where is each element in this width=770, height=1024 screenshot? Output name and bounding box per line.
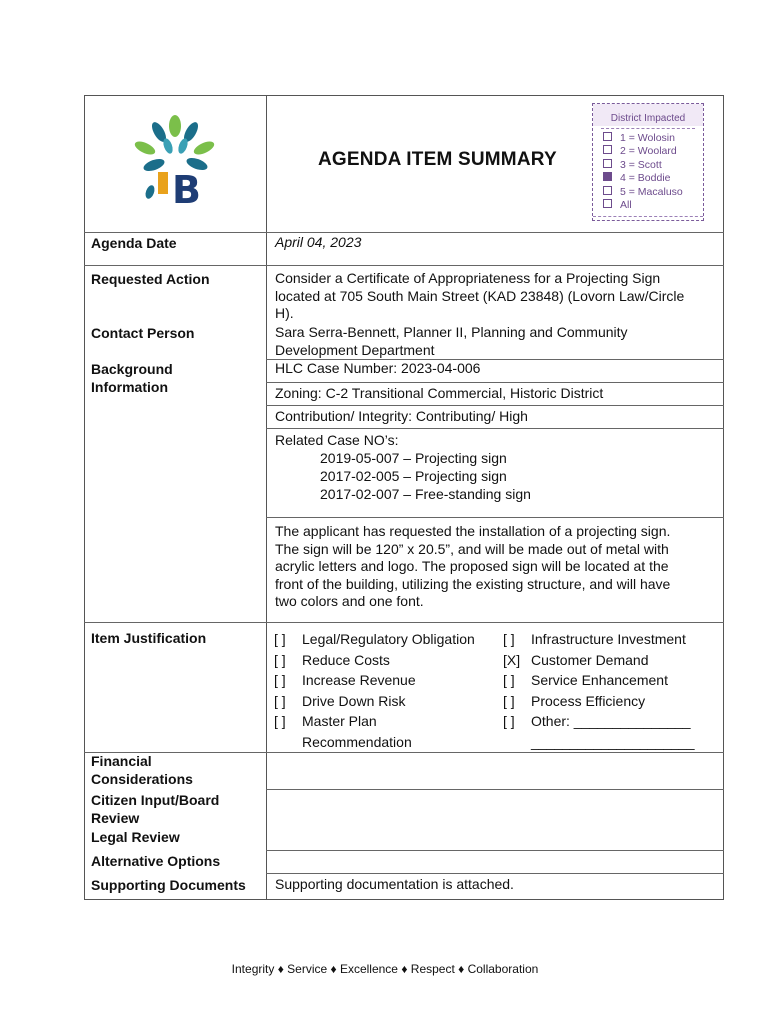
district-separator <box>601 128 695 129</box>
justification-item[interactable]: [ ] Infrastructure Investment <box>503 631 686 647</box>
district-option[interactable]: 5 = Macaluso <box>603 186 683 199</box>
related-case-item: 2017-02-007 – Free-standing sign <box>320 486 531 502</box>
label-contact-person: Contact Person <box>91 325 195 341</box>
justification-right-list <box>503 629 695 752</box>
row-divider <box>266 850 724 851</box>
justification-item[interactable]: [ ] Master Plan <box>274 713 377 729</box>
requested-action-line: Consider a Certificate of Appropriateness for a Projecting Sign <box>275 270 661 286</box>
justification-item[interactable]: [ ] Drive Down Risk <box>274 692 406 709</box>
justification-left-list <box>274 629 475 752</box>
agenda-date-value: April 04, 2023 <box>275 234 362 250</box>
row-divider <box>84 752 724 753</box>
justification-item[interactable]: [ ] Process Efficiency <box>503 692 646 709</box>
row-divider <box>266 517 724 518</box>
supporting-documents-value: Supporting documentation is attached. <box>275 876 514 892</box>
row-divider <box>84 232 724 233</box>
label-financial: Financial <box>91 753 152 769</box>
checkbox-icon[interactable] <box>603 172 612 181</box>
related-case-item: 2017-02-005 – Projecting sign <box>320 468 507 484</box>
row-divider <box>266 428 724 429</box>
justification-item: _____________________ <box>531 733 695 750</box>
requested-action-line: located at 705 South Main Street (KAD 23848) (Lovorn Law/Circle <box>275 287 685 304</box>
description-line: The applicant has requested the installation of a projecting sign. <box>275 523 671 539</box>
district-impacted-box <box>592 103 704 221</box>
case-number: HLC Case Number: 2023-04-006 <box>275 360 481 376</box>
district-option[interactable]: 3 = Scott <box>603 159 683 172</box>
row-divider <box>84 265 724 266</box>
justification-item[interactable]: [ ] Legal/Regulatory Obligation <box>274 631 475 647</box>
zoning-value: Zoning: C-2 Transitional Commercial, Historic District <box>275 385 604 401</box>
related-cases-heading: Related Case NO’s: <box>275 432 399 448</box>
page-title: AGENDA ITEM SUMMARY <box>318 149 557 170</box>
description-line: front of the building, utilizing the existing structure, and will have <box>275 575 671 592</box>
justification-item: Recommendation <box>302 733 412 750</box>
city-logo <box>128 112 218 207</box>
checkbox-icon[interactable] <box>603 186 612 195</box>
district-option[interactable]: 4 = Boddie <box>603 172 683 185</box>
checkbox-icon[interactable] <box>603 159 612 168</box>
requested-action-line: H). <box>275 305 294 321</box>
justification-item[interactable]: [ ] Other: _______________ <box>503 713 691 729</box>
district-bottom-rule <box>593 216 703 217</box>
district-option[interactable]: 2 = Woolard <box>603 145 683 158</box>
justification-item[interactable]: [ ] Reduce Costs <box>274 651 390 668</box>
description-line: acrylic letters and logo. The proposed sign will be located at the <box>275 558 669 574</box>
district-options <box>603 132 683 212</box>
related-case-item: 2019-05-007 – Projecting sign <box>320 450 507 466</box>
label-citizen-input: Citizen Input/Board <box>91 792 220 808</box>
checkbox-icon[interactable] <box>603 132 612 141</box>
contribution-value: Contribution/ Integrity: Contributing/ High <box>275 408 528 424</box>
label-agenda-date: Agenda Date <box>91 235 177 251</box>
label-supporting-documents: Supporting Documents <box>91 877 246 893</box>
logo-letter: B <box>172 168 201 207</box>
logo-j-stem <box>158 172 168 194</box>
district-option[interactable]: All <box>603 199 683 212</box>
description-line: The sign will be 120” x 20.5”, and will be made out of metal with <box>275 540 669 557</box>
justification-item[interactable]: [ ] Increase Revenue <box>274 672 416 688</box>
column-divider <box>266 95 267 900</box>
label-information: Information <box>91 379 168 395</box>
contact-line: Development Department <box>275 341 435 358</box>
checkbox-icon[interactable] <box>603 199 612 208</box>
label-requested-action: Requested Action <box>91 271 210 287</box>
row-divider <box>84 622 724 623</box>
row-divider <box>266 382 724 383</box>
description-line: two colors and one font. <box>275 593 424 609</box>
footer-values: Integrity ♦ Service ♦ Excellence ♦ Respect ♦ Collaboration <box>231 962 539 976</box>
district-heading: District Impacted <box>593 104 703 126</box>
row-divider <box>266 789 724 790</box>
district-option[interactable]: 1 = Wolosin <box>603 132 683 145</box>
label-considerations: Considerations <box>91 771 193 787</box>
label-alternative-options: Alternative Options <box>91 853 221 869</box>
justification-item[interactable]: [X] Customer Demand <box>503 651 649 668</box>
justification-item[interactable]: [ ] Service Enhancement <box>503 672 668 688</box>
contact-line: Sara Serra-Bennett, Planner II, Planning and Community <box>275 324 628 340</box>
row-divider <box>266 873 724 874</box>
row-divider <box>266 405 724 406</box>
label-legal-review: Legal Review <box>91 829 180 845</box>
label-background: Background <box>91 361 173 377</box>
label-item-justification: Item Justification <box>91 630 207 646</box>
label-review: Review <box>91 810 140 826</box>
checkbox-icon[interactable] <box>603 145 612 154</box>
